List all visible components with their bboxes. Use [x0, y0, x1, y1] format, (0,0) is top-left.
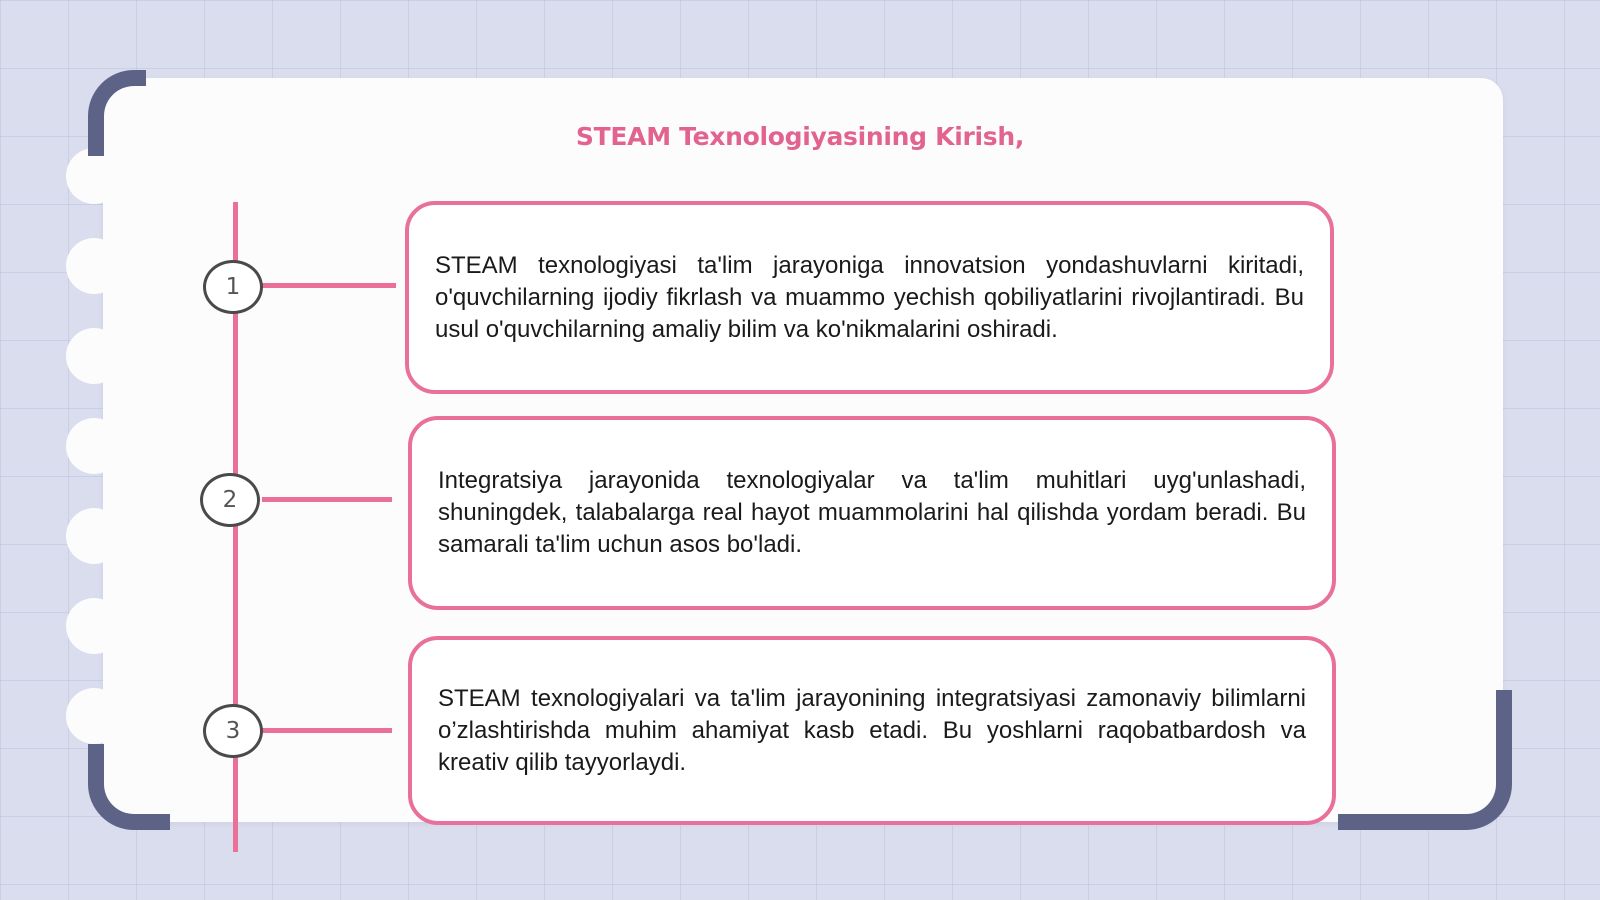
slide-title: STEAM Texnologiyasining Kirish,: [575, 122, 1025, 151]
step-card-3: [408, 636, 1336, 825]
paper-scallop: [66, 598, 122, 654]
step-card-2: [408, 416, 1336, 610]
paper-scallop: [66, 148, 122, 204]
paper-scallop: [66, 238, 122, 294]
paper-scallop: [66, 508, 122, 564]
step-marker-2: 2: [200, 473, 260, 527]
timeline-connector: [262, 728, 392, 733]
step-text-3: STEAM texnologiyalari va ta'lim jarayonining integratsiyasi zamonaviy bilimlarni o’zlashtirishda muhim ahamiyat kasb etadi. Bu yoshlarni raqobatbardosh va kreativ qilib tayyorlaydi.: [438, 684, 1306, 776]
corner-bracket-bottom-left: [88, 744, 170, 830]
step-text-2: Integratsiya jarayonida texnologiyalar va ta'lim muhitlari uyg'unlashadi, shuningdek, talabalarga real hayot muammolarini hal qilishda yordam beradi. Bu samarali ta'lim uchun asos bo'ladi.: [438, 467, 1306, 558]
step-marker-3: 3: [203, 704, 263, 758]
paper-scallop: [66, 328, 122, 384]
corner-bracket-bottom-right: [1338, 690, 1512, 830]
step-card-1: [405, 201, 1334, 394]
timeline-connector: [262, 497, 392, 502]
timeline-connector: [262, 283, 396, 288]
step-text-1: STEAM texnologiyasi ta'lim jarayoniga innovatsion yondashuvlarni kiritadi, o'quvchilarning ijodiy fikrlash va muammo yechish qobiliyatlarini rivojlantiradi. Bu usul o'quvchilarning amaliy bilim va ko'nikmalarini oshiradi.: [435, 251, 1304, 343]
paper-scallop: [66, 688, 122, 744]
step-marker-1: 1: [203, 260, 263, 314]
corner-bracket-top-left: [88, 70, 146, 156]
paper-scallop: [66, 418, 122, 474]
